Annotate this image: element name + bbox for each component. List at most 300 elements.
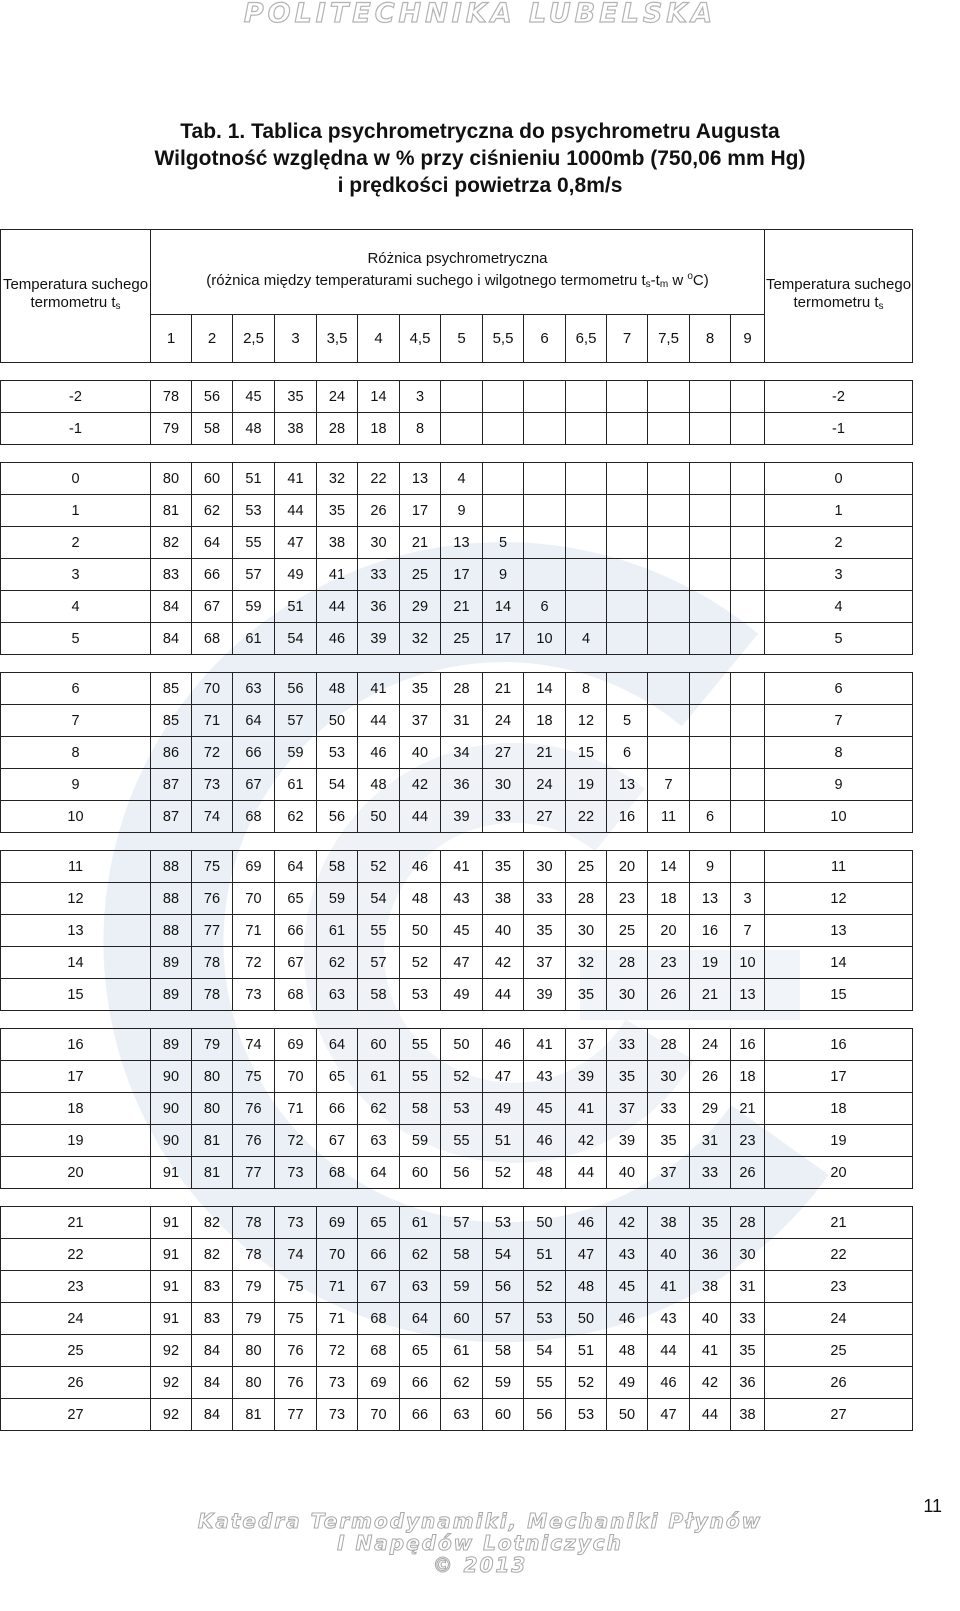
- humidity-cell: 33: [358, 559, 400, 591]
- humidity-cell: 61: [275, 769, 317, 801]
- humidity-cell: 61: [317, 915, 358, 947]
- table-row: [1, 381, 913, 413]
- humidity-cell: 34: [441, 737, 483, 769]
- humidity-cell: 64: [275, 851, 317, 883]
- humidity-cell: 63: [441, 1399, 483, 1431]
- humidity-cell: 37: [524, 947, 566, 979]
- title-line: Tab. 1. Tablica psychrometryczna do psychrometru Augusta: [180, 120, 780, 143]
- humidity-cell: 59: [317, 883, 358, 915]
- humidity-cell: [731, 463, 765, 495]
- humidity-cell: 4: [441, 463, 483, 495]
- dry-temp-cell-right: 23: [765, 1271, 913, 1303]
- humidity-cell: 77: [233, 1157, 275, 1189]
- humidity-cell: 79: [233, 1271, 275, 1303]
- humidity-cell: [648, 559, 690, 591]
- humidity-cell: 84: [192, 1399, 233, 1431]
- dry-temp-cell-left: 14: [1, 947, 151, 979]
- humidity-cell: 59: [483, 1367, 524, 1399]
- humidity-cell: 64: [317, 1029, 358, 1061]
- humidity-cell: 53: [317, 737, 358, 769]
- humidity-cell: [566, 463, 607, 495]
- humidity-cell: 41: [358, 673, 400, 705]
- humidity-cell: 18: [358, 413, 400, 445]
- humidity-cell: 59: [275, 737, 317, 769]
- humidity-cell: 61: [358, 1061, 400, 1093]
- humidity-cell: 50: [400, 915, 441, 947]
- humidity-cell: 87: [151, 769, 192, 801]
- humidity-cell: 67: [358, 1271, 400, 1303]
- humidity-cell: 46: [358, 737, 400, 769]
- humidity-cell: 30: [524, 851, 566, 883]
- psychrometric-table: [0, 229, 913, 1431]
- humidity-cell: 60: [441, 1303, 483, 1335]
- humidity-cell: 57: [441, 1207, 483, 1239]
- humidity-cell: 43: [607, 1239, 648, 1271]
- dry-temp-cell-right: 16: [765, 1029, 913, 1061]
- humidity-cell: 89: [151, 979, 192, 1011]
- humidity-cell: 66: [233, 737, 275, 769]
- humidity-cell: 23: [648, 947, 690, 979]
- humidity-cell: 48: [607, 1335, 648, 1367]
- humidity-cell: 76: [192, 883, 233, 915]
- humidity-cell: 36: [441, 769, 483, 801]
- humidity-cell: 26: [358, 495, 400, 527]
- humidity-cell: [607, 413, 648, 445]
- dry-temp-cell-left: 23: [1, 1271, 151, 1303]
- humidity-cell: 23: [731, 1125, 765, 1157]
- humidity-cell: [648, 623, 690, 655]
- humidity-cell: 55: [400, 1029, 441, 1061]
- humidity-cell: 68: [275, 979, 317, 1011]
- humidity-cell: 68: [358, 1335, 400, 1367]
- humidity-cell: 25: [400, 559, 441, 591]
- dry-temp-cell-right: 12: [765, 883, 913, 915]
- humidity-cell: 35: [566, 979, 607, 1011]
- humidity-cell: [648, 381, 690, 413]
- humidity-cell: 28: [731, 1207, 765, 1239]
- humidity-cell: 14: [483, 591, 524, 623]
- humidity-cell: 69: [358, 1367, 400, 1399]
- humidity-cell: 28: [607, 947, 648, 979]
- humidity-cell: [441, 381, 483, 413]
- dry-temp-cell-right: 25: [765, 1335, 913, 1367]
- dry-temp-cell-right: 15: [765, 979, 913, 1011]
- humidity-cell: 81: [233, 1399, 275, 1431]
- humidity-cell: 6: [607, 737, 648, 769]
- humidity-cell: [524, 413, 566, 445]
- humidity-cell: 8: [566, 673, 607, 705]
- humidity-cell: 31: [731, 1271, 765, 1303]
- table-row: [1, 673, 913, 705]
- humidity-cell: 47: [441, 947, 483, 979]
- table-row: [1, 413, 913, 445]
- humidity-cell: 35: [690, 1207, 731, 1239]
- humidity-cell: 31: [441, 705, 483, 737]
- table-row: [1, 737, 913, 769]
- humidity-cell: 70: [233, 883, 275, 915]
- humidity-cell: [607, 495, 648, 527]
- humidity-cell: [731, 381, 765, 413]
- humidity-cell: 83: [151, 559, 192, 591]
- left-header: [1, 230, 151, 363]
- table-row: [1, 1271, 913, 1303]
- humidity-cell: 41: [566, 1093, 607, 1125]
- difference-value: 3: [275, 315, 317, 363]
- humidity-cell: 10: [731, 947, 765, 979]
- footer-line: Katedra Termodynamiki, Mechaniki Płynów: [197, 1509, 763, 1533]
- humidity-cell: 50: [524, 1207, 566, 1239]
- humidity-cell: 14: [358, 381, 400, 413]
- humidity-cell: [648, 705, 690, 737]
- humidity-cell: 61: [233, 623, 275, 655]
- humidity-cell: 25: [607, 915, 648, 947]
- humidity-cell: 46: [483, 1029, 524, 1061]
- humidity-cell: 56: [192, 381, 233, 413]
- humidity-cell: 67: [192, 591, 233, 623]
- humidity-cell: 21: [524, 737, 566, 769]
- humidity-cell: [524, 381, 566, 413]
- humidity-cell: 6: [524, 591, 566, 623]
- humidity-cell: 29: [690, 1093, 731, 1125]
- dry-temp-cell-right: 10: [765, 801, 913, 833]
- humidity-cell: 53: [441, 1093, 483, 1125]
- humidity-cell: 85: [151, 673, 192, 705]
- humidity-cell: [648, 737, 690, 769]
- humidity-cell: 76: [275, 1367, 317, 1399]
- humidity-cell: 70: [358, 1399, 400, 1431]
- humidity-cell: 60: [192, 463, 233, 495]
- humidity-cell: 41: [524, 1029, 566, 1061]
- humidity-cell: 50: [441, 1029, 483, 1061]
- humidity-cell: 62: [358, 1093, 400, 1125]
- humidity-cell: 79: [192, 1029, 233, 1061]
- humidity-cell: [607, 559, 648, 591]
- humidity-cell: [731, 737, 765, 769]
- humidity-cell: [607, 527, 648, 559]
- dry-temp-cell-right: 5: [765, 623, 913, 655]
- humidity-cell: 38: [648, 1207, 690, 1239]
- humidity-cell: 53: [566, 1399, 607, 1431]
- dry-temp-cell-right: 9: [765, 769, 913, 801]
- humidity-cell: 20: [607, 851, 648, 883]
- humidity-cell: [690, 527, 731, 559]
- difference-value: 2,5: [233, 315, 275, 363]
- humidity-cell: [483, 495, 524, 527]
- title-line: Wilgotność względna w % przy ciśnieniu 1000mb (750,06 mm Hg): [154, 147, 806, 170]
- humidity-cell: 82: [151, 527, 192, 559]
- dry-temp-cell-right: 27: [765, 1399, 913, 1431]
- humidity-cell: 57: [275, 705, 317, 737]
- humidity-cell: [607, 591, 648, 623]
- humidity-cell: 58: [483, 1335, 524, 1367]
- group-separator: [1, 445, 913, 463]
- humidity-cell: 68: [233, 801, 275, 833]
- table-row: [1, 1239, 913, 1271]
- humidity-cell: 25: [566, 851, 607, 883]
- table-row: [1, 1367, 913, 1399]
- humidity-cell: 67: [317, 1125, 358, 1157]
- humidity-cell: 59: [441, 1271, 483, 1303]
- humidity-cell: 21: [690, 979, 731, 1011]
- humidity-cell: 3: [400, 381, 441, 413]
- humidity-cell: 33: [524, 883, 566, 915]
- humidity-cell: [690, 673, 731, 705]
- humidity-cell: 28: [317, 413, 358, 445]
- humidity-cell: 53: [483, 1207, 524, 1239]
- humidity-cell: 52: [524, 1271, 566, 1303]
- humidity-cell: 91: [151, 1239, 192, 1271]
- humidity-cell: 77: [192, 915, 233, 947]
- dry-temp-cell-left: 5: [1, 623, 151, 655]
- humidity-cell: 44: [648, 1335, 690, 1367]
- humidity-cell: 51: [233, 463, 275, 495]
- humidity-cell: 54: [524, 1335, 566, 1367]
- humidity-cell: 19: [690, 947, 731, 979]
- humidity-cell: 40: [690, 1303, 731, 1335]
- difference-value: 2: [192, 315, 233, 363]
- humidity-cell: 50: [317, 705, 358, 737]
- humidity-cell: 78: [233, 1239, 275, 1271]
- difference-value: 6,5: [566, 315, 607, 363]
- humidity-cell: 5: [607, 705, 648, 737]
- humidity-cell: 80: [151, 463, 192, 495]
- humidity-cell: 33: [690, 1157, 731, 1189]
- dry-temp-cell-left: 9: [1, 769, 151, 801]
- humidity-cell: 92: [151, 1335, 192, 1367]
- humidity-cell: 28: [566, 883, 607, 915]
- humidity-cell: 48: [358, 769, 400, 801]
- humidity-cell: 18: [648, 883, 690, 915]
- humidity-cell: 79: [233, 1303, 275, 1335]
- humidity-cell: 91: [151, 1157, 192, 1189]
- humidity-cell: 7: [731, 915, 765, 947]
- humidity-cell: 89: [151, 1029, 192, 1061]
- humidity-cell: 30: [358, 527, 400, 559]
- humidity-cell: 22: [566, 801, 607, 833]
- humidity-cell: [731, 851, 765, 883]
- humidity-cell: 59: [400, 1125, 441, 1157]
- humidity-cell: 73: [192, 769, 233, 801]
- humidity-cell: 32: [400, 623, 441, 655]
- humidity-cell: 92: [151, 1367, 192, 1399]
- humidity-cell: 71: [275, 1093, 317, 1125]
- humidity-cell: 68: [317, 1157, 358, 1189]
- humidity-cell: [566, 591, 607, 623]
- humidity-cell: 44: [566, 1157, 607, 1189]
- humidity-cell: 65: [317, 1061, 358, 1093]
- humidity-cell: 76: [233, 1125, 275, 1157]
- humidity-cell: 75: [275, 1271, 317, 1303]
- humidity-cell: 56: [441, 1157, 483, 1189]
- dry-temp-cell-right: 20: [765, 1157, 913, 1189]
- humidity-cell: 30: [731, 1239, 765, 1271]
- group-separator: [1, 655, 913, 673]
- humidity-cell: 17: [400, 495, 441, 527]
- humidity-cell: 44: [690, 1399, 731, 1431]
- humidity-cell: 54: [358, 883, 400, 915]
- humidity-cell: 66: [275, 915, 317, 947]
- difference-value: 6: [524, 315, 566, 363]
- humidity-cell: 49: [607, 1367, 648, 1399]
- humidity-cell: 33: [731, 1303, 765, 1335]
- humidity-cell: 73: [317, 1399, 358, 1431]
- difference-value: 8: [690, 315, 731, 363]
- humidity-cell: 43: [441, 883, 483, 915]
- table-row: [1, 883, 913, 915]
- humidity-cell: [524, 527, 566, 559]
- humidity-cell: 49: [441, 979, 483, 1011]
- humidity-cell: 13: [400, 463, 441, 495]
- humidity-cell: 65: [358, 1207, 400, 1239]
- humidity-cell: 44: [275, 495, 317, 527]
- right-header: [765, 230, 913, 363]
- humidity-cell: 35: [607, 1061, 648, 1093]
- group-separator: [1, 833, 913, 851]
- humidity-cell: 78: [233, 1207, 275, 1239]
- humidity-cell: 47: [275, 527, 317, 559]
- difference-value: 5: [441, 315, 483, 363]
- humidity-cell: 75: [275, 1303, 317, 1335]
- humidity-cell: 13: [731, 979, 765, 1011]
- humidity-cell: 35: [317, 495, 358, 527]
- dry-temp-cell-left: 7: [1, 705, 151, 737]
- humidity-cell: 14: [524, 673, 566, 705]
- humidity-cell: 68: [358, 1303, 400, 1335]
- humidity-cell: 25: [441, 623, 483, 655]
- humidity-cell: 18: [524, 705, 566, 737]
- humidity-cell: 46: [648, 1367, 690, 1399]
- humidity-cell: 61: [400, 1207, 441, 1239]
- footer: [0, 1510, 960, 1576]
- separator-cell: [1, 1189, 913, 1207]
- humidity-cell: 8: [400, 413, 441, 445]
- humidity-cell: 26: [731, 1157, 765, 1189]
- humidity-cell: 47: [483, 1061, 524, 1093]
- humidity-cell: 78: [192, 979, 233, 1011]
- humidity-cell: [731, 559, 765, 591]
- humidity-cell: 46: [566, 1207, 607, 1239]
- humidity-cell: 84: [192, 1367, 233, 1399]
- dry-temp-cell-left: 24: [1, 1303, 151, 1335]
- humidity-cell: 62: [317, 947, 358, 979]
- table-row: [1, 463, 913, 495]
- difference-value: 1: [151, 315, 192, 363]
- humidity-cell: 33: [648, 1093, 690, 1125]
- dry-temp-cell-left: 13: [1, 915, 151, 947]
- humidity-cell: 53: [400, 979, 441, 1011]
- humidity-cell: 64: [358, 1157, 400, 1189]
- humidity-cell: 73: [275, 1207, 317, 1239]
- humidity-cell: 81: [192, 1125, 233, 1157]
- humidity-cell: 71: [233, 915, 275, 947]
- group-separator: [1, 1189, 913, 1207]
- humidity-cell: [690, 769, 731, 801]
- humidity-cell: 68: [192, 623, 233, 655]
- humidity-cell: 86: [151, 737, 192, 769]
- humidity-cell: [690, 413, 731, 445]
- humidity-cell: 57: [358, 947, 400, 979]
- humidity-cell: 91: [151, 1271, 192, 1303]
- humidity-cell: 42: [566, 1125, 607, 1157]
- humidity-cell: 42: [690, 1367, 731, 1399]
- humidity-cell: 69: [233, 851, 275, 883]
- table-row: [1, 1399, 913, 1431]
- humidity-cell: [483, 413, 524, 445]
- humidity-cell: 74: [233, 1029, 275, 1061]
- humidity-cell: [566, 495, 607, 527]
- humidity-cell: 48: [524, 1157, 566, 1189]
- humidity-cell: [483, 463, 524, 495]
- humidity-cell: 35: [731, 1335, 765, 1367]
- humidity-cell: [607, 623, 648, 655]
- table-row: [1, 1157, 913, 1189]
- humidity-cell: [607, 463, 648, 495]
- table-row: [1, 1335, 913, 1367]
- humidity-cell: 46: [607, 1303, 648, 1335]
- difference-subtitle: (różnica między temperaturami suchego i wilgotnego termometru $t_s-t_m$ w $^o$C): [206, 271, 709, 290]
- humidity-cell: 67: [275, 947, 317, 979]
- dry-temp-cell-right: 1: [765, 495, 913, 527]
- humidity-cell: [731, 623, 765, 655]
- humidity-cell: 58: [358, 979, 400, 1011]
- humidity-cell: 52: [400, 947, 441, 979]
- humidity-cell: [607, 673, 648, 705]
- humidity-cell: 60: [483, 1399, 524, 1431]
- right-header-sub: s: [878, 301, 884, 312]
- humidity-cell: 87: [151, 801, 192, 833]
- dry-temp-cell-left: 15: [1, 979, 151, 1011]
- humidity-cell: 55: [358, 915, 400, 947]
- humidity-cell: 17: [483, 623, 524, 655]
- group-separator: [1, 1011, 913, 1029]
- humidity-cell: 73: [317, 1367, 358, 1399]
- humidity-cell: 16: [690, 915, 731, 947]
- humidity-cell: 89: [151, 947, 192, 979]
- dry-temp-cell-right: 8: [765, 737, 913, 769]
- dry-temp-cell-left: 19: [1, 1125, 151, 1157]
- humidity-cell: 28: [648, 1029, 690, 1061]
- humidity-cell: 21: [400, 527, 441, 559]
- dry-temp-cell-right: 22: [765, 1239, 913, 1271]
- humidity-cell: 39: [607, 1125, 648, 1157]
- dry-temp-cell-right: 3: [765, 559, 913, 591]
- humidity-cell: 24: [317, 381, 358, 413]
- humidity-cell: 37: [566, 1029, 607, 1061]
- table-row: [1, 1207, 913, 1239]
- dry-temp-cell-right: 19: [765, 1125, 913, 1157]
- humidity-cell: [648, 413, 690, 445]
- humidity-cell: 60: [358, 1029, 400, 1061]
- humidity-cell: 50: [566, 1303, 607, 1335]
- humidity-cell: 64: [400, 1303, 441, 1335]
- humidity-cell: 54: [317, 769, 358, 801]
- humidity-cell: 48: [400, 883, 441, 915]
- humidity-cell: 41: [317, 559, 358, 591]
- footer-line: © 2013: [432, 1553, 528, 1577]
- humidity-cell: 35: [275, 381, 317, 413]
- table-title: [0, 118, 960, 199]
- separator-cell: [1, 833, 913, 851]
- humidity-cell: 42: [400, 769, 441, 801]
- humidity-cell: 52: [566, 1367, 607, 1399]
- dry-temp-cell-left: 26: [1, 1367, 151, 1399]
- humidity-cell: 40: [648, 1239, 690, 1271]
- humidity-cell: 58: [441, 1239, 483, 1271]
- dry-temp-cell-right: 17: [765, 1061, 913, 1093]
- humidity-cell: 42: [483, 947, 524, 979]
- humidity-cell: 88: [151, 851, 192, 883]
- dry-temp-cell-left: 20: [1, 1157, 151, 1189]
